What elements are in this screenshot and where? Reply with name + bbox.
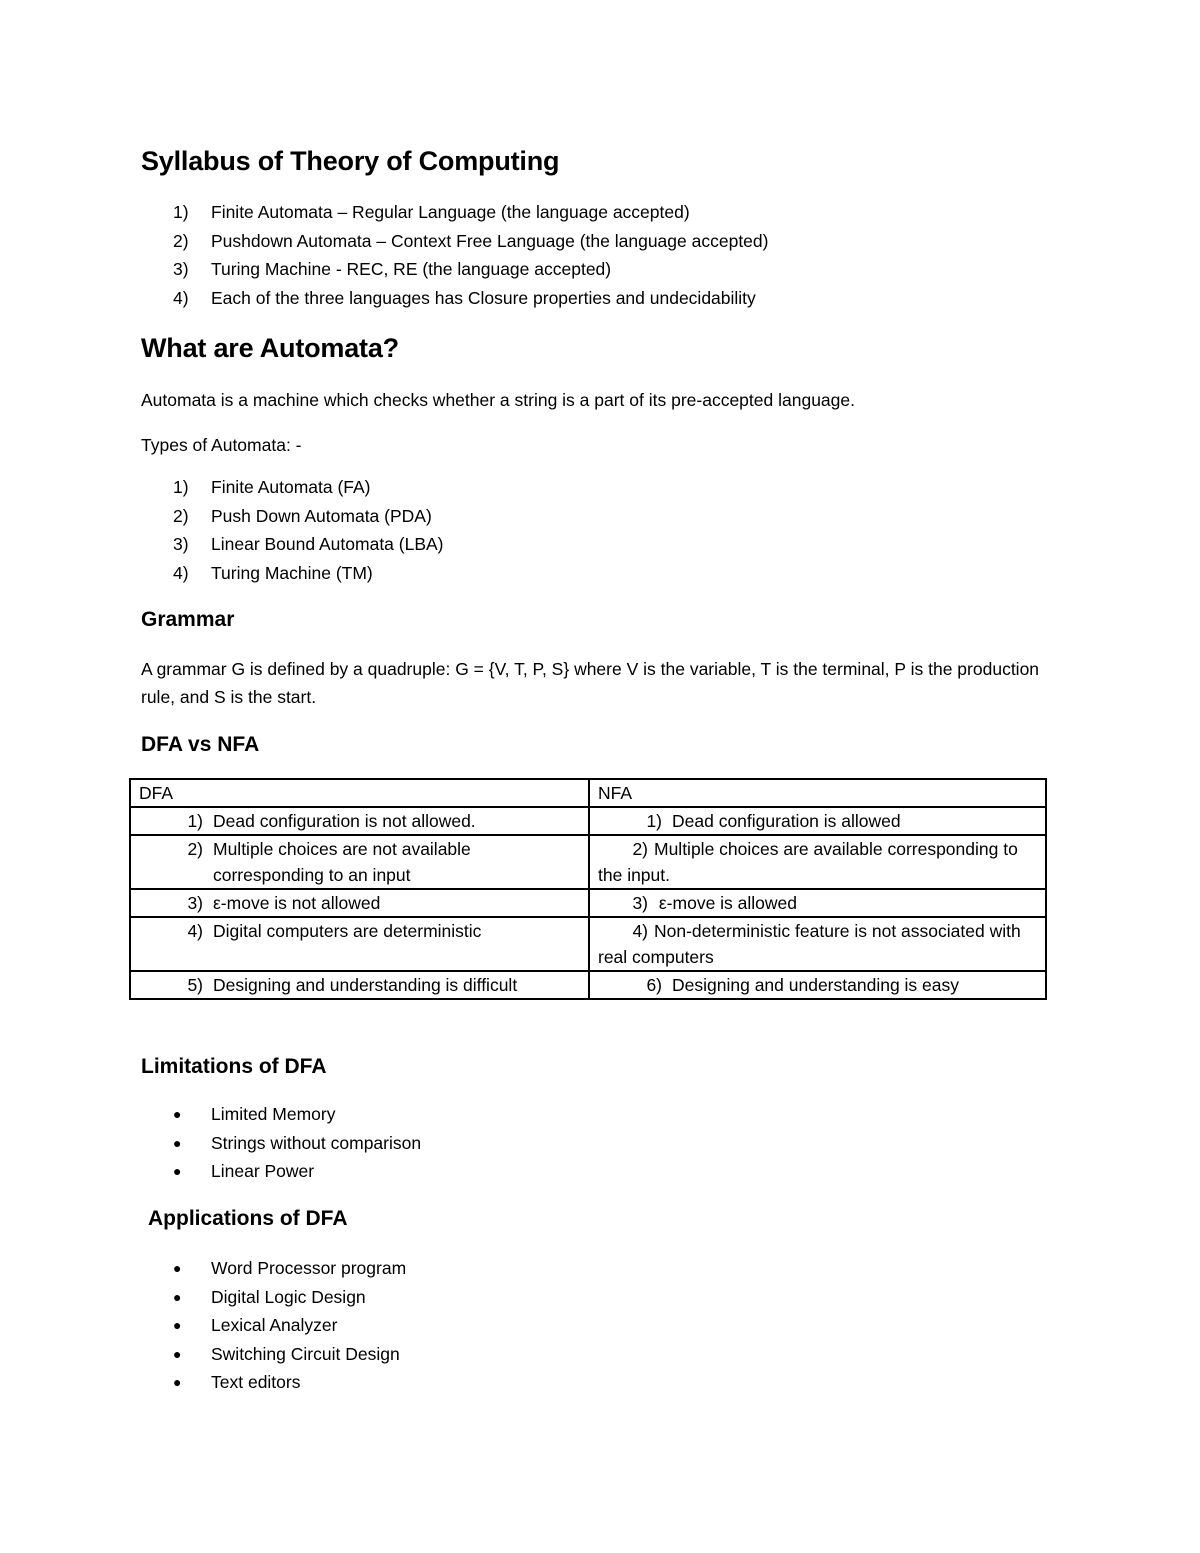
list-text: Finite Automata – Regular Language (the language accepted) — [211, 202, 690, 222]
cell-number: 4) — [187, 921, 203, 941]
cell-number: 5) — [187, 975, 203, 995]
page-title: Syllabus of Theory of Computing — [141, 146, 560, 176]
cell-text: Multiple choices are available corresponding to the input. — [598, 839, 1018, 885]
cell-number: 2) — [632, 839, 648, 859]
table-row — [130, 889, 1046, 917]
automata-heading: What are Automata? — [141, 333, 399, 363]
table-cell — [589, 835, 1046, 889]
bullet-icon: ● — [173, 1106, 182, 1122]
list-text: Push Down Automata (PDA) — [211, 505, 432, 526]
cell-number: 3) — [187, 893, 203, 913]
list-number: 1) — [173, 202, 189, 222]
cell-text: ε-move is not allowed — [213, 893, 381, 913]
bullet-icon: ● — [173, 1288, 182, 1305]
list-text: Finite Automata (FA) — [211, 477, 371, 497]
table-row — [130, 835, 1046, 889]
list-text: Word Processor program — [211, 1258, 407, 1278]
cell-number: 4) — [632, 921, 648, 941]
automata-types-label: Types of Automata: - — [141, 435, 302, 455]
cell-number: 3) — [632, 893, 648, 913]
cell-number: 1) — [187, 811, 203, 831]
table-cell — [130, 889, 589, 917]
comparison-heading: DFA vs NFA — [141, 733, 260, 756]
list-text: Turing Machine (TM) — [211, 562, 373, 583]
automata-definition: Automata is a machine which checks whether a string is a part of its pre-accepted language. — [141, 390, 855, 410]
list-text: Text editors — [211, 1372, 301, 1392]
cell-number: 6) — [646, 975, 662, 995]
list-text: Strings without comparison — [211, 1132, 422, 1153]
cell-text: Non-deterministic feature is not associated with real computers — [598, 921, 1021, 967]
bullet-icon: ● — [173, 1345, 182, 1362]
grammar-heading: Grammar — [141, 608, 235, 631]
list-number: 4) — [173, 287, 189, 308]
list-number: 3) — [173, 534, 189, 554]
table-cell — [130, 807, 589, 835]
cell-text: Dead configuration is allowed — [672, 811, 901, 831]
table-header-row — [130, 779, 1046, 807]
bullet-icon: ● — [173, 1374, 182, 1390]
list-text: Limited Memory — [211, 1104, 336, 1124]
table-cell — [130, 835, 589, 889]
grammar-text: A grammar G is defined by a quadruple: G = {V, T, P, S} where V is the variable, T is the terminal, P is the production rule, and S is the start. — [141, 659, 1040, 707]
bullet-icon: ● — [173, 1317, 182, 1333]
list-text: Lexical Analyzer — [211, 1315, 338, 1335]
list-text: Linear Power — [211, 1161, 315, 1181]
list-number: 2) — [173, 230, 189, 251]
table-cell — [589, 889, 1046, 917]
bullet-icon: ● — [173, 1134, 182, 1151]
list-text: Switching Circuit Design — [211, 1343, 400, 1364]
limitations-heading: Limitations of DFA — [141, 1055, 327, 1078]
table-cell — [589, 807, 1046, 835]
cell-number: 1) — [646, 811, 662, 831]
cell-text: ε-move is allowed — [658, 893, 798, 913]
cell-text: Designing and understanding is easy — [672, 975, 959, 995]
list-number: 4) — [173, 562, 189, 583]
table-cell — [130, 917, 589, 971]
comparison-table — [129, 778, 1047, 1000]
table-row — [130, 971, 1046, 999]
list-text: Turing Machine - REC, RE (the language accepted) — [211, 259, 612, 279]
list-number: 1) — [173, 477, 189, 497]
table-row — [130, 917, 1046, 971]
list-text: Each of the three languages has Closure properties and undecidability — [211, 287, 756, 308]
table-row — [130, 807, 1046, 835]
table-cell — [589, 971, 1046, 999]
applications-heading: Applications of DFA — [148, 1207, 348, 1230]
table-cell — [130, 971, 589, 999]
list-text: Pushdown Automata – Context Free Language (the language accepted) — [211, 230, 769, 251]
table-header-dfa: DFA — [130, 779, 589, 807]
list-number: 2) — [173, 505, 189, 526]
cell-number: 2) — [187, 839, 203, 859]
table-cell — [589, 917, 1046, 971]
bullet-icon: ● — [173, 1163, 182, 1179]
cell-text: Dead configuration is not allowed. — [213, 811, 476, 831]
cell-text: Multiple choices are not available corresponding to an input — [213, 839, 471, 885]
list-number: 3) — [173, 259, 189, 279]
list-text: Digital Logic Design — [211, 1286, 366, 1307]
cell-text: Designing and understanding is difficult — [213, 975, 518, 995]
cell-text: Digital computers are deterministic — [213, 921, 482, 941]
bullet-icon: ● — [173, 1260, 182, 1276]
table-header-nfa: NFA — [589, 779, 1046, 807]
list-text: Linear Bound Automata (LBA) — [211, 534, 444, 554]
